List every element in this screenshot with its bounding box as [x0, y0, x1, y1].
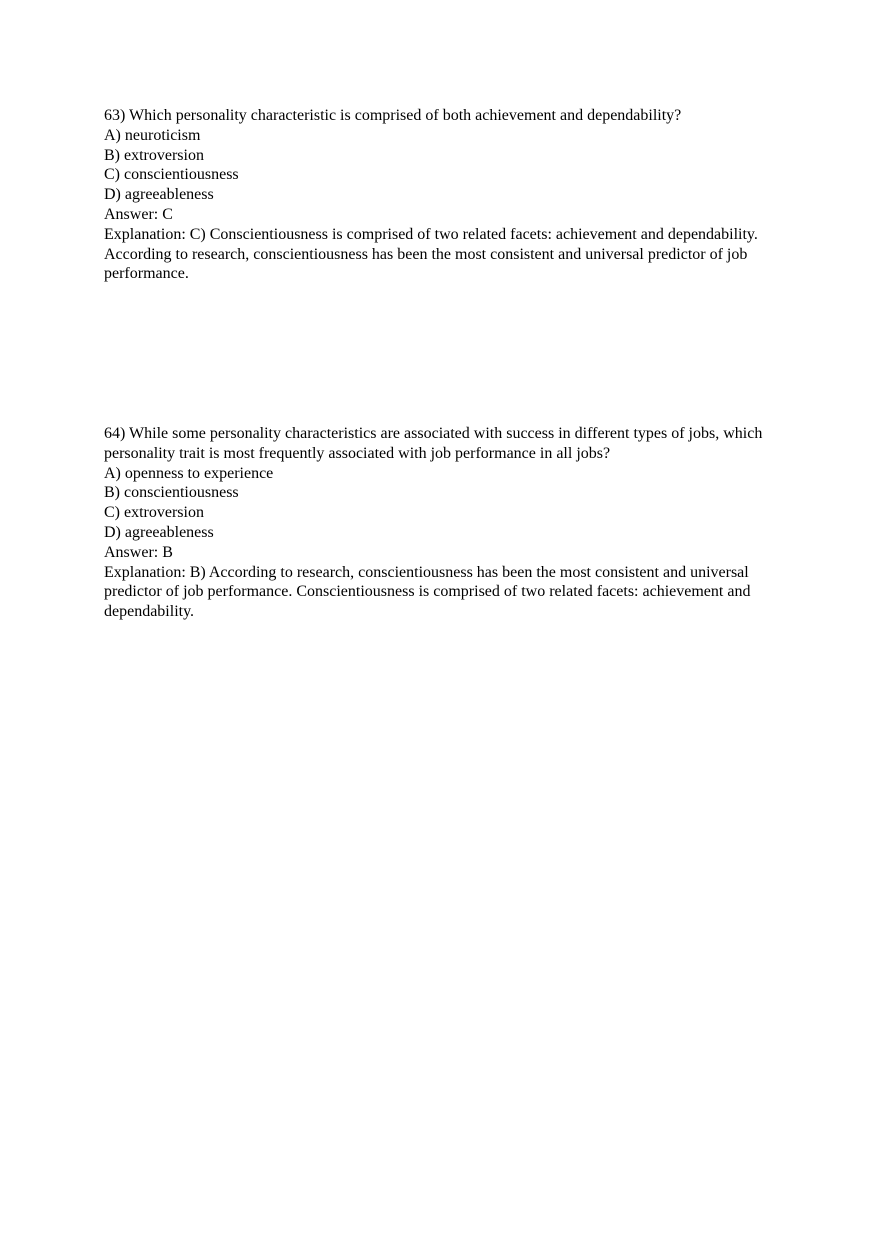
- option-a: A) neuroticism: [104, 126, 201, 144]
- option-c: C) conscientiousness: [104, 166, 239, 184]
- answer: Answer: C: [104, 205, 173, 223]
- explanation: Explanation: B) According to research, conscientiousness has been the most consistent and universal predictor of job performance. Conscientiousness is comprised of two related facets: achievement and dependability.: [104, 563, 751, 621]
- question-stem: 63) Which personality characteristic is comprised of both achievement and dependability?: [104, 107, 682, 124]
- answer: Answer: B: [104, 543, 173, 561]
- option-b: B) conscientiousness: [104, 484, 239, 502]
- explanation: Explanation: C) Conscientiousness is comprised of two related facets: achievement and dependability. According to research, conscientiousness has been the most consistent and universal predictor of job performance.: [104, 225, 758, 283]
- option-b: B) extroversion: [104, 146, 204, 164]
- option-a: A) openness to experience: [104, 464, 274, 482]
- option-d: D) agreeableness: [104, 186, 214, 204]
- question-64: [104, 424, 784, 622]
- option-c: C) extroversion: [104, 504, 204, 522]
- question-63: [104, 106, 784, 284]
- question-stem: 64) While some personality characteristics are associated with success in different types of jobs, which personality trait is most frequently associated with job performance in all jobs?: [104, 425, 763, 462]
- option-d: D) agreeableness: [104, 523, 214, 541]
